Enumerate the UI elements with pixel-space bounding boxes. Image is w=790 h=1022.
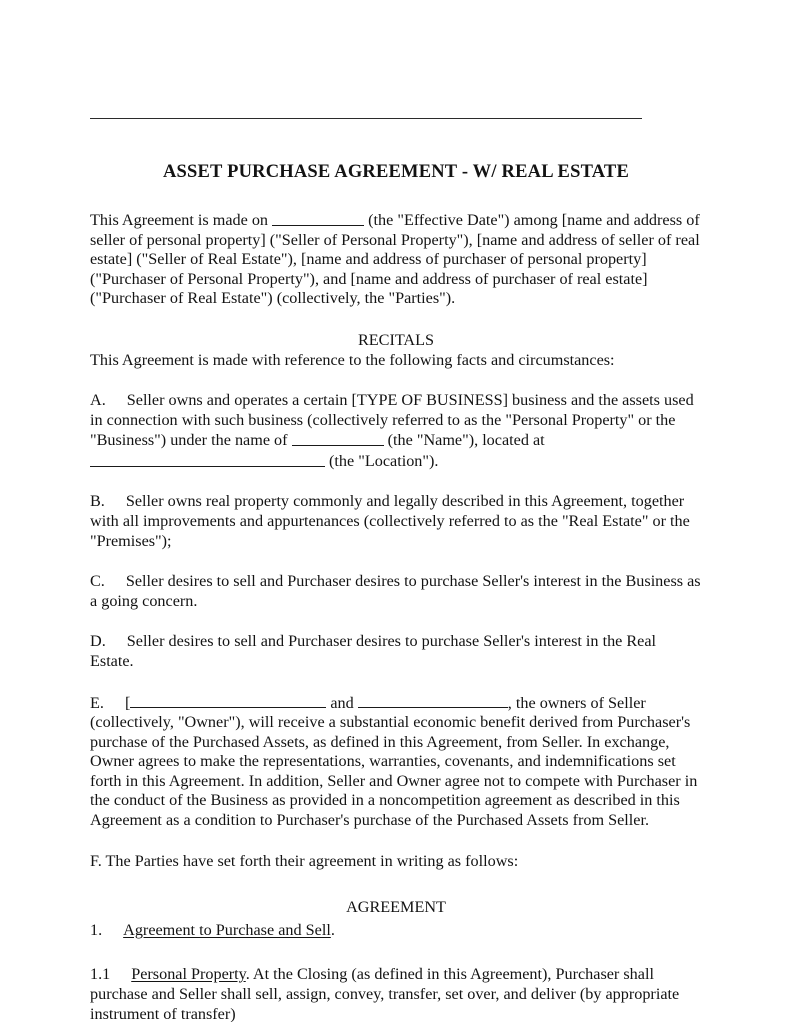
owner-two-blank[interactable] bbox=[358, 693, 508, 709]
intro-text-after-blank: (the "Effective Date") among [name and address of seller of personal property] ("Seller of Personal Property"), [name and address of seller of real estate] ("Seller of Real Estate"), [name and address of purchaser of personal property] ("Purchaser of Personal Property"), and [name and address of purchaser of real estate] ("Purchaser of Real Estate") (collectively, the "Parties"). bbox=[90, 211, 700, 308]
page-title: ASSET PURCHASE AGREEMENT - W/ REAL ESTATE bbox=[162, 162, 630, 182]
recital-f-label: F. bbox=[90, 851, 102, 870]
document-body bbox=[90, 0, 702, 1022]
recital-item-c bbox=[90, 572, 702, 611]
business-location-blank[interactable] bbox=[90, 451, 325, 467]
recital-e-conjunction: and bbox=[330, 693, 354, 712]
recital-item-b bbox=[90, 492, 702, 551]
section-1 bbox=[90, 921, 702, 941]
recital-e-bracket: [ bbox=[124, 693, 131, 712]
recital-c-label: C. bbox=[90, 572, 105, 591]
recital-a-part3: (the "Location"). bbox=[329, 451, 439, 470]
recital-d-text: Seller desires to sell and Purchaser desires to purchase Seller's interest in the Real Estate. bbox=[90, 632, 657, 670]
recital-a-part1: Seller owns and operates a certain [TYPE OF BUSINESS] business and the assets used in connection with such business (collectively referred to as the "Personal Property" or the "Business") under the name of bbox=[90, 391, 694, 450]
section-1-1-trailing: . bbox=[245, 965, 250, 984]
recital-a-part2: (the "Name"), located at bbox=[387, 431, 545, 450]
recital-e-label: E. bbox=[90, 693, 104, 712]
recital-item-a bbox=[90, 391, 702, 471]
section-1-1-body: At the Closing (as defined in this Agreement), Purchaser shall purchase and Seller shall sell, assign, convey, transfer, set over, and deliver (by appropriate instrument of transfer) bbox=[90, 965, 680, 1022]
recital-item-d bbox=[90, 632, 702, 671]
recital-e-part2: , the owners of Seller (collectively, "Owner"), will receive a substantial economic benefit derived from Purchaser's purchase of the Purchased Assets, as defined in this Agreement, from Seller. In exchange, Owner agrees to make the representations, warranties, covenants, and indemnifications set forth in this Agreement. In addition, Seller and Owner agree not to compete with Purchaser in the conduct of the Business as provided in a noncompetition agreement as described in this Agreement as a condition to Purchaser's purchase of the Purchased Assets from Seller. bbox=[90, 693, 698, 829]
section-1-1-heading: Personal Property bbox=[131, 965, 246, 984]
recital-b-text: Seller owns real property commonly and legally described in this Agreement, together with all improvements and appurtenances (collectively referred to as the "Real Estate" or the "Premises"); bbox=[90, 492, 690, 550]
section-1-1-number: 1.1 bbox=[90, 965, 111, 984]
recital-item-e bbox=[90, 693, 702, 831]
recital-b-label: B. bbox=[90, 492, 105, 511]
recital-item-f bbox=[90, 852, 702, 872]
recital-a-label: A. bbox=[90, 391, 106, 410]
recital-d-label: D. bbox=[90, 632, 106, 651]
recitals-heading: RECITALS bbox=[357, 331, 435, 350]
section-1-1 bbox=[90, 965, 702, 1022]
intro-paragraph bbox=[90, 210, 702, 309]
recital-c-text: Seller desires to sell and Purchaser desires to purchase Seller's interest in the Business as a going concern. bbox=[90, 572, 701, 610]
recitals-lead: This Agreement is made with reference to the following facts and circumstances: bbox=[90, 350, 615, 369]
owner-one-blank[interactable] bbox=[130, 693, 326, 709]
section-1-trailing: . bbox=[330, 920, 335, 939]
section-1-number: 1. bbox=[90, 920, 103, 939]
intro-text-before-blank: This Agreement is made on bbox=[90, 211, 269, 230]
business-name-blank[interactable] bbox=[292, 430, 384, 446]
recital-f-text: The Parties have set forth their agreement in writing as follows: bbox=[105, 851, 519, 870]
section-1-heading: Agreement to Purchase and Sell bbox=[123, 920, 331, 939]
header-divider-rule bbox=[90, 118, 642, 119]
agreement-heading: AGREEMENT bbox=[346, 898, 446, 917]
effective-date-blank[interactable] bbox=[272, 210, 364, 226]
